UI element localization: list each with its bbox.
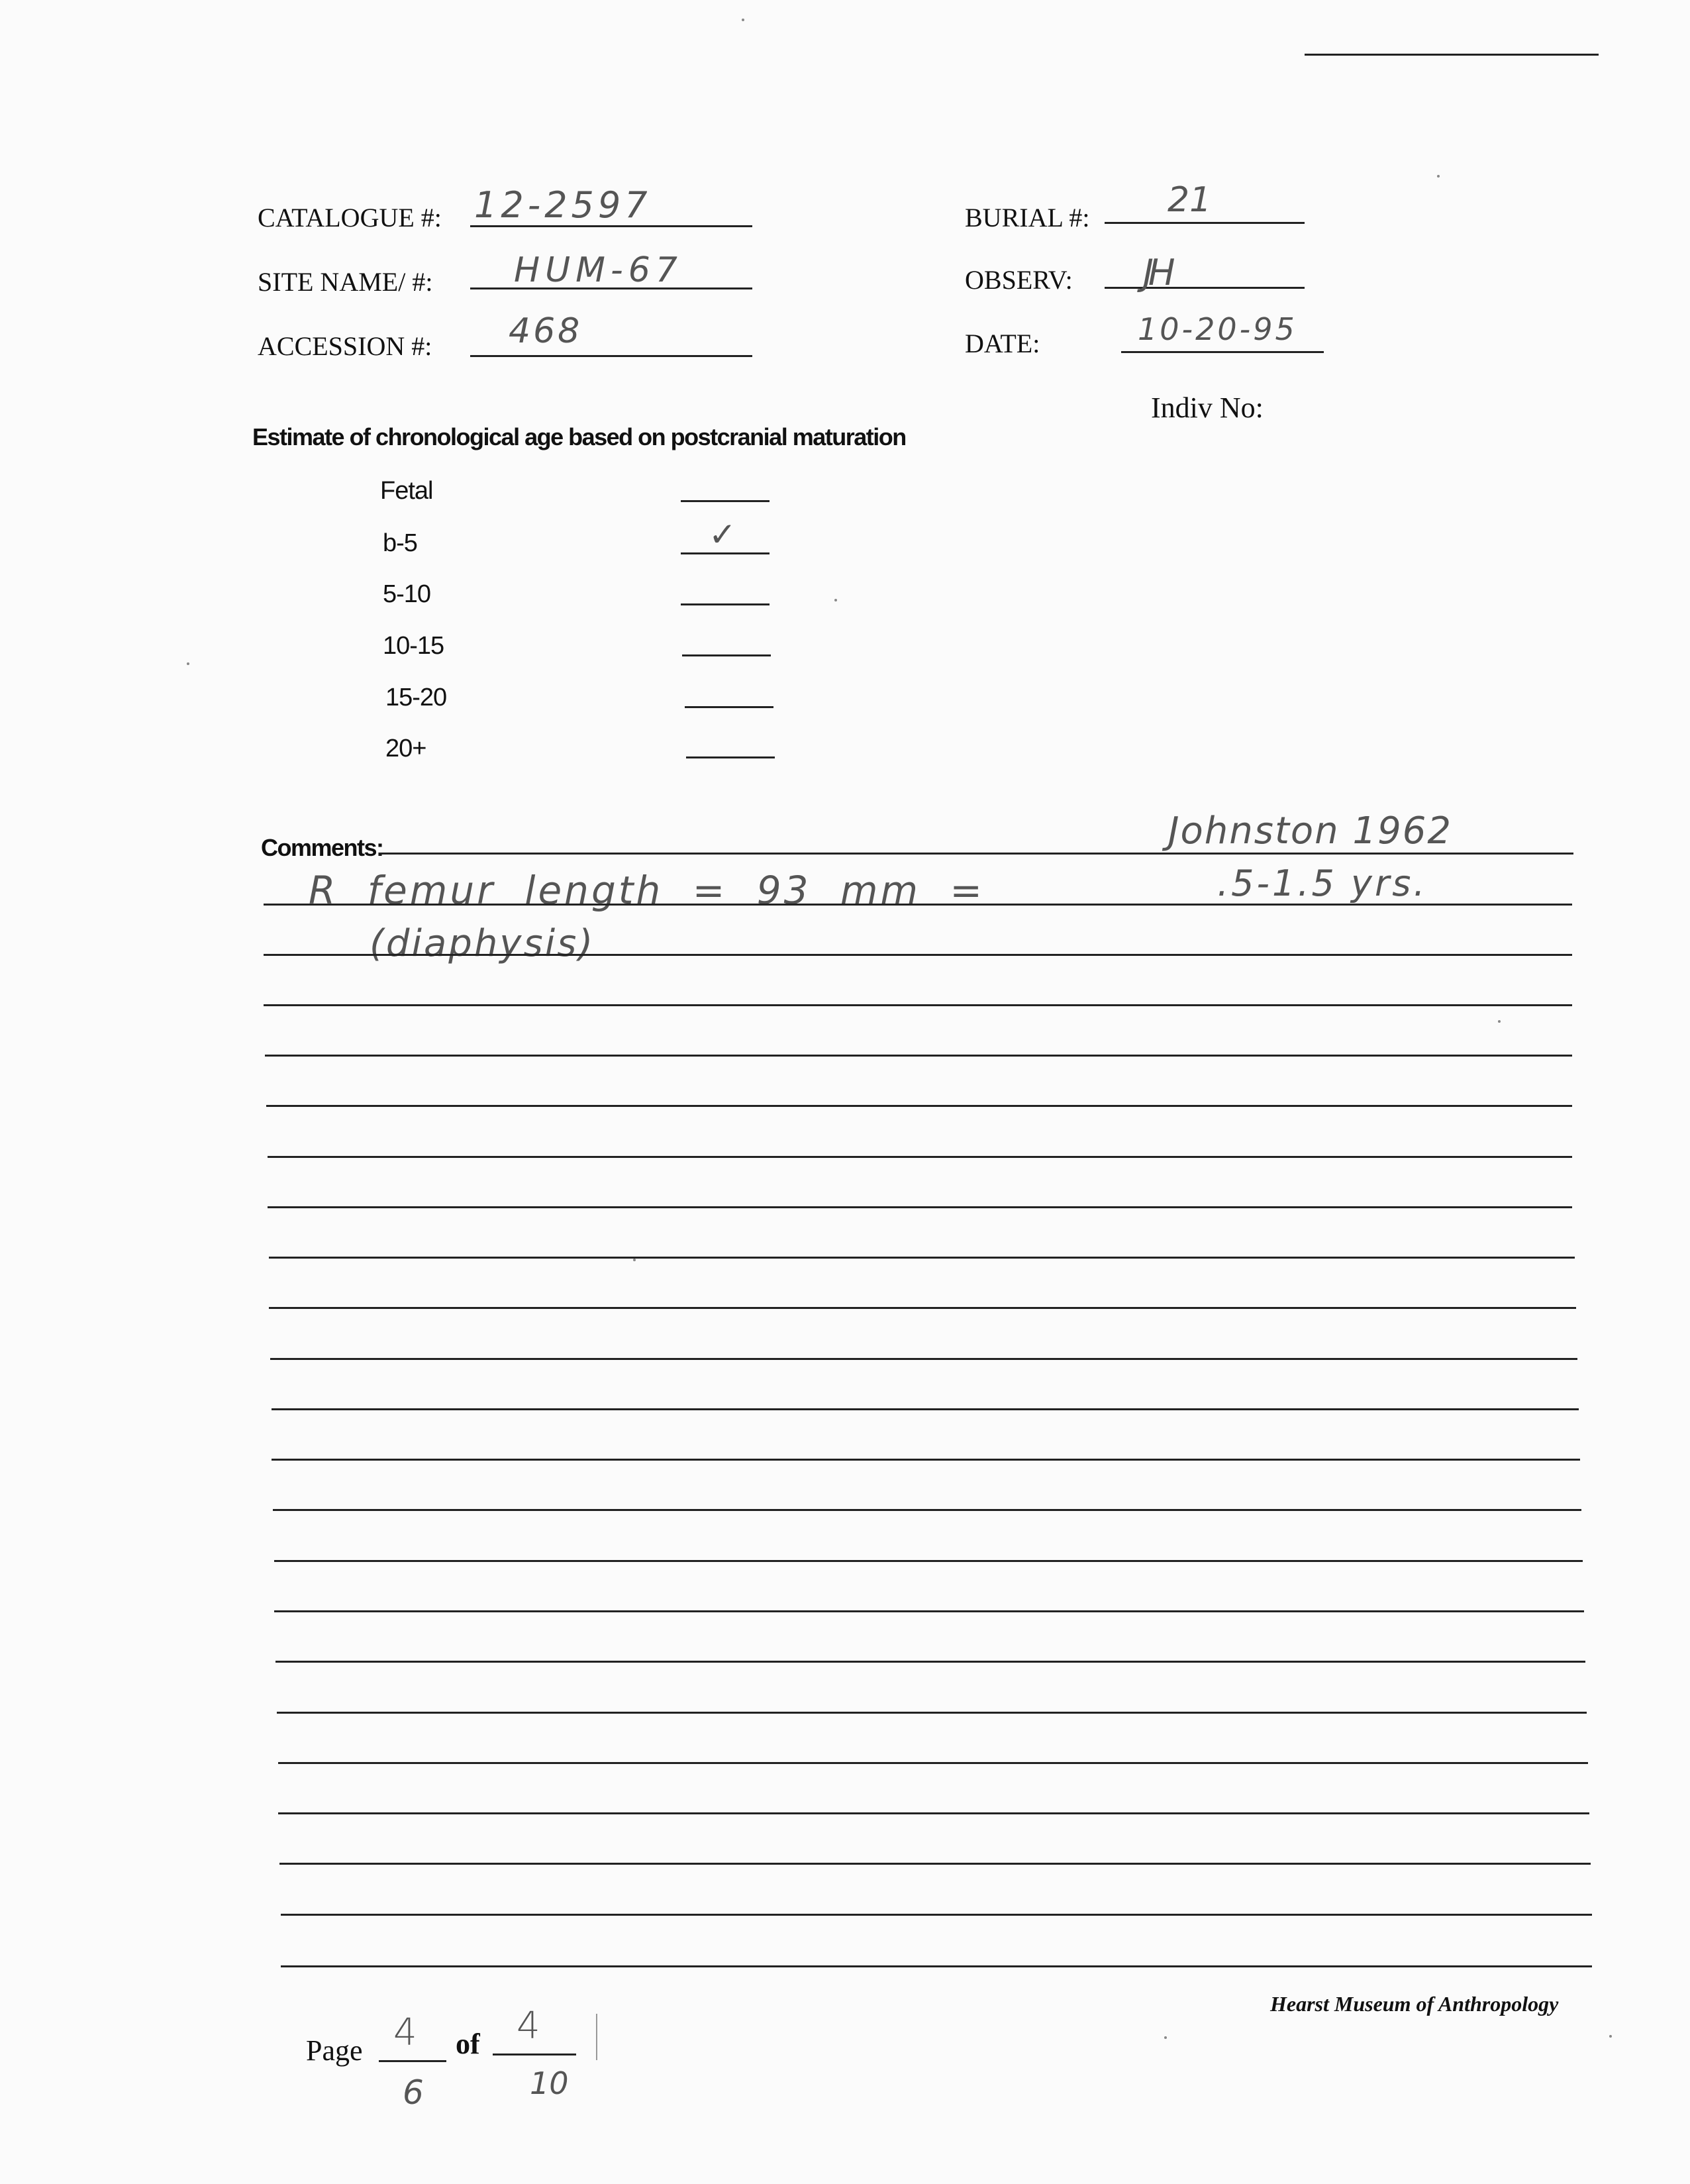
comments-line1-result: .5-1.5 yrs. bbox=[1217, 862, 1428, 904]
scan-speck bbox=[633, 1259, 636, 1261]
comment-line bbox=[274, 1560, 1583, 1562]
institution-name: Hearst Museum of Anthropology bbox=[1270, 1992, 1559, 2016]
observer-line bbox=[1105, 287, 1305, 289]
accession-label: ACCESSION #: bbox=[258, 331, 432, 361]
burial-label: BURIAL #: bbox=[965, 203, 1090, 233]
margin-mark bbox=[596, 2014, 597, 2060]
top-right-rule bbox=[1305, 54, 1599, 56]
scan-speck bbox=[187, 662, 189, 665]
age-option-mark: ✓ bbox=[709, 515, 736, 554]
comment-line bbox=[264, 904, 1572, 906]
page-current-alt: 6 bbox=[403, 2073, 424, 2112]
comment-line bbox=[281, 1914, 1592, 1916]
age-option-label: 10-15 bbox=[383, 632, 444, 660]
comment-line bbox=[266, 1105, 1572, 1107]
page-total-line bbox=[493, 2054, 576, 2055]
comments-line1-handwriting: R femur length = 93 mm = bbox=[309, 868, 985, 913]
catalogue-value: 12-2597 bbox=[474, 184, 652, 226]
indiv-no-label: Indiv No: bbox=[1151, 391, 1264, 424]
date-line bbox=[1121, 351, 1324, 353]
comment-line bbox=[264, 954, 1572, 956]
age-option-blank bbox=[686, 756, 775, 758]
page-total-value: 4 bbox=[517, 2004, 540, 2048]
age-option-blank bbox=[681, 603, 770, 605]
comments-line2-handwriting: (diaphysis) bbox=[370, 922, 595, 965]
comment-line bbox=[270, 1358, 1577, 1360]
age-option-blank bbox=[685, 706, 773, 708]
age-option-label: 15-20 bbox=[385, 684, 447, 711]
comment-line bbox=[265, 1055, 1572, 1057]
burial-line bbox=[1105, 222, 1305, 224]
comment-line bbox=[275, 1661, 1585, 1663]
comment-line bbox=[278, 1812, 1589, 1814]
age-estimate-title: Estimate of chronological age based on postcranial maturation bbox=[252, 423, 906, 450]
page-current-line bbox=[379, 2060, 446, 2062]
age-option-label: 5-10 bbox=[383, 580, 431, 608]
age-option-blank bbox=[682, 654, 771, 656]
comments-label: Comments: bbox=[261, 834, 383, 861]
comment-line bbox=[269, 1307, 1576, 1309]
observer-signature: JH bbox=[1143, 252, 1170, 293]
age-option-blank bbox=[681, 500, 770, 502]
site-name-value: HUM-67 bbox=[514, 250, 683, 290]
age-option-label: b-5 bbox=[383, 529, 417, 557]
scan-speck bbox=[1164, 2036, 1167, 2039]
accession-value: 468 bbox=[509, 311, 583, 351]
page-label: Page bbox=[306, 2034, 363, 2067]
scan-speck bbox=[834, 599, 837, 601]
comments-line1-note: Johnston 1962 bbox=[1168, 809, 1452, 853]
comment-line bbox=[277, 1712, 1587, 1714]
age-option-label: 20+ bbox=[385, 735, 426, 762]
observer-label: OBSERV: bbox=[965, 265, 1073, 295]
comment-line bbox=[278, 1762, 1588, 1764]
site-name-label: SITE NAME/ #: bbox=[258, 267, 433, 297]
comment-line bbox=[273, 1509, 1581, 1511]
of-label: of bbox=[456, 2028, 480, 2060]
comment-line bbox=[272, 1408, 1579, 1410]
comment-line bbox=[268, 1156, 1572, 1158]
scan-speck bbox=[1437, 175, 1440, 178]
comment-line bbox=[264, 1004, 1572, 1006]
comment-line bbox=[379, 853, 1573, 855]
page-total-alt: 10 bbox=[530, 2065, 569, 2101]
catalogue-label: CATALOGUE #: bbox=[258, 203, 442, 233]
date-label: DATE: bbox=[965, 329, 1040, 358]
scan-speck bbox=[1498, 1020, 1501, 1023]
comment-line bbox=[268, 1206, 1572, 1208]
accession-line bbox=[470, 355, 752, 357]
scan-speck bbox=[742, 19, 744, 21]
comment-line bbox=[281, 1965, 1592, 1967]
age-option-label: Fetal bbox=[380, 477, 433, 505]
comment-line bbox=[274, 1610, 1584, 1612]
comment-line bbox=[272, 1459, 1580, 1461]
page-current-value: 4 bbox=[393, 2011, 417, 2054]
scan-speck bbox=[1609, 2035, 1612, 2038]
comment-line bbox=[279, 1863, 1591, 1865]
date-value: 10-20-95 bbox=[1138, 311, 1297, 347]
burial-value: 21 bbox=[1168, 180, 1212, 220]
comment-line bbox=[269, 1257, 1575, 1259]
